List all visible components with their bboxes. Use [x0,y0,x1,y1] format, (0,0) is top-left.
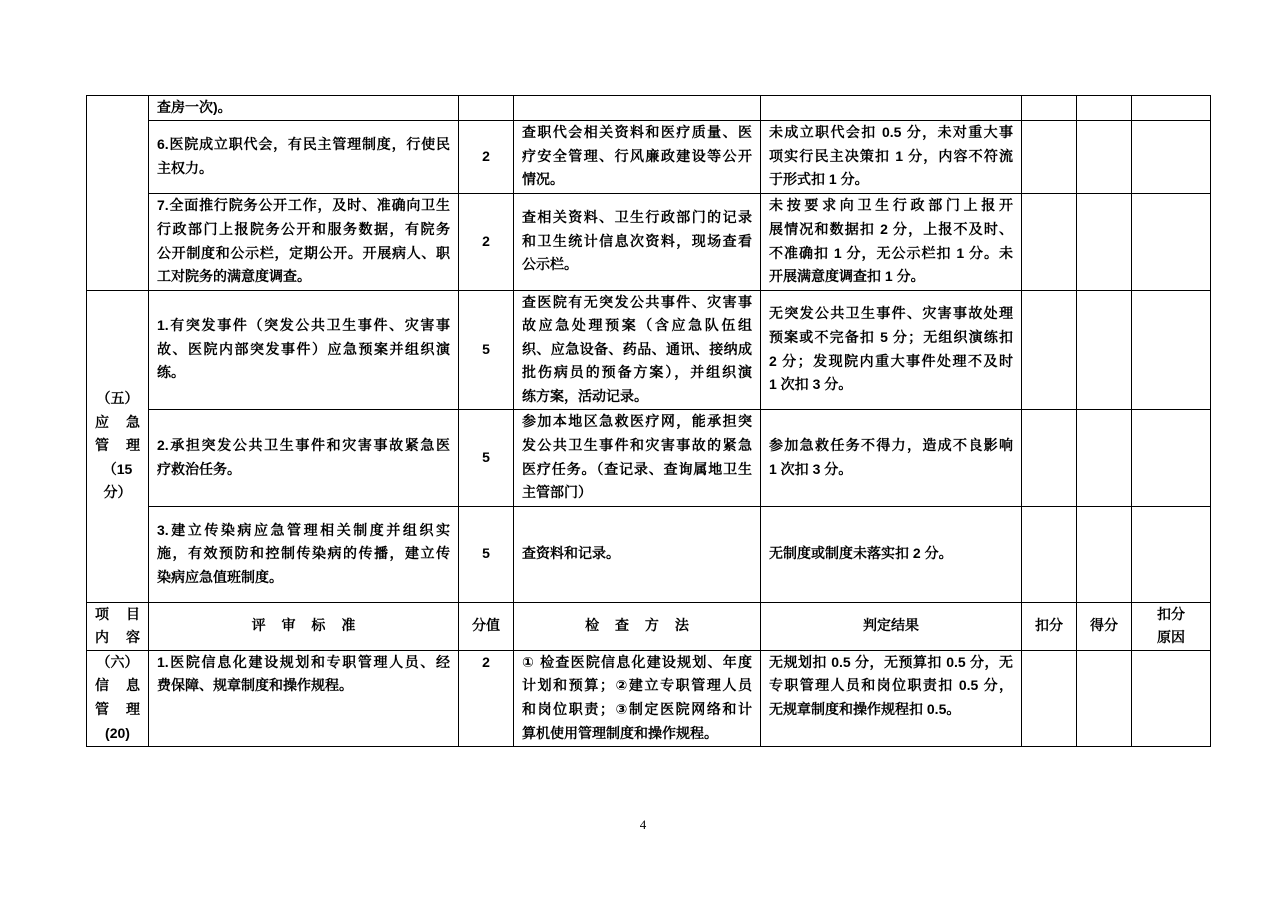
obtained-cell [1077,409,1132,506]
deduct-cell [1022,96,1077,121]
text-line: 于形式扣 1 分。 [769,171,869,188]
method-cell [514,650,761,746]
text-line: 专职管理人员和岗位职责扣 0.5 分， [769,677,1013,694]
text-line: 无规划扣 0.5 分，无预算扣 0.5 分，无 [769,653,1013,670]
deduct-cell [1022,290,1077,409]
criteria-cell [149,120,459,193]
text-line: 故应急处理预案（含应急队伍组 [522,317,752,334]
text-line: 应 急 [95,413,140,430]
text-line: 查职代会相关资料和医疗质量、医 [522,124,752,141]
text-line: 原因 [1157,629,1185,646]
reason-cell [1132,290,1211,409]
score-cell: 5 [459,409,514,506]
text-line: 工对院务的满意度调查。 [157,268,311,285]
method-cell [514,506,761,602]
text-line: 无突发公共卫生事件、灾害事故处理 [769,305,1013,322]
text-line: （六） [96,653,139,670]
text-line: 管 理 [95,700,140,717]
text-line: 染病应急值班制度。 [157,568,283,585]
text-line: 展情况和数据扣 2 分，上报不及时、 [769,221,1013,237]
result-cell [761,120,1022,193]
header-method: 检 查 方 法 [514,602,761,650]
deduct-cell [1022,409,1077,506]
text-line: 费保障、规章制度和操作规程。 [157,677,353,694]
table-row [87,290,1211,409]
text-line: 项实行民主决策扣 1 分，内容不符流 [769,147,1013,164]
text-line: （15 [102,460,133,477]
method-cell [514,96,761,121]
text-line: 2.承担突发公共卫生事件和灾害事故紧急医 [157,437,450,453]
text-line: 公示栏。 [522,256,578,273]
text-line: 6.医院成立职代会，有民主管理制度，行使民 [157,136,450,152]
reason-cell [1132,409,1211,506]
text-line: 故、医院内部突发事件）应急预案并组织演 [157,340,450,357]
reason-cell [1132,506,1211,602]
criteria-cell [149,193,459,290]
obtained-cell [1077,290,1132,409]
text-line: 未成立职代会扣 0.5 分，未对重大事 [769,124,1013,141]
deduct-cell [1022,193,1077,290]
header-result: 判定结果 [761,602,1022,650]
criteria-cell [149,506,459,602]
text-line: 批伤病员的预备方案），并组织演 [522,364,752,381]
method-cell [514,290,761,409]
text-line: 无规章制度和操作规程扣 0.5。 [769,700,961,717]
deduct-cell [1022,120,1077,193]
text-line: 1.医院信息化建设规划和专职管理人员、经 [157,653,450,670]
criteria-cell [149,409,459,506]
text-line: 疗救治任务。 [157,460,241,477]
text-line: 不准确扣 1 分，无公示栏扣 1 分。未 [769,244,1013,261]
score-cell: 2 [459,120,514,193]
table-row [87,650,1211,746]
table-row [87,120,1211,193]
text-line: 医疗任务。（查记录、查询属地卫生 [522,460,752,477]
deduct-cell [1022,650,1077,746]
obtained-cell [1077,506,1132,602]
text-line: 和卫生统计信息次资料，现场查看 [522,232,752,249]
text-line: 和岗位职责；③制定医院网络和计 [522,700,752,717]
text-line: 2 分；发现院内重大事件处理不及时 [769,352,1013,369]
deduct-cell [1022,506,1077,602]
table-header-row [87,602,1211,650]
criteria-cell [149,650,459,746]
criteria-cell [149,96,459,121]
text-line: (20) [105,724,130,741]
text-line: 练方案，活动记录。 [522,387,648,404]
header-score: 分值 [459,602,514,650]
header-obtained: 得分 [1077,602,1132,650]
method-cell [514,409,761,506]
page-number: 4 [639,817,647,832]
result-cell [761,650,1022,746]
text-line: 分） [103,484,132,501]
obtained-cell [1077,193,1132,290]
text-line: 开展满意度调查扣 1 分。 [769,268,925,285]
text-line: 查资料和记录。 [522,545,620,562]
text-line: 主权力。 [157,159,213,176]
text-line: 参加本地区急救医疗网，能承担突 [522,413,752,430]
text-line: 管 理 [95,437,140,454]
text-line: 织、应急设备、药品、通讯、接纳成 [522,340,752,357]
table-row [87,506,1211,602]
header-deduct: 扣分 [1022,602,1077,650]
text-line: 疗安全管理、行风廉政建设等公开 [522,147,752,164]
text-line: 查房一次)。 [157,99,232,115]
text-line: 无制度或制度未落实扣 2 分。 [769,545,953,562]
score-cell: 5 [459,290,514,409]
text-line: 扣分 [1157,605,1185,622]
table-row [87,96,1211,121]
method-cell [514,193,761,290]
table-row [87,409,1211,506]
header-item-content [87,602,149,650]
text-line: 未按要求向卫生行政部门上报开 [769,197,1013,214]
header-criteria: 评 审 标 准 [149,602,459,650]
text-line: ① 检查医院信息化建设规划、年度 [522,653,752,670]
text-line: 内 容 [95,629,140,646]
text-line: 练。 [157,364,185,381]
text-line: 公开制度和公示栏，定期公开。开展病人、职 [157,244,450,261]
text-line: 行政部门上报院务公开和服务数据，有院务 [157,221,450,237]
text-line: 计划和预算；②建立专职管理人员 [522,677,752,694]
obtained-cell [1077,650,1132,746]
text-line: 发公共卫生事件和灾害事故的紧急 [522,437,752,453]
evaluation-table [86,95,1211,747]
result-cell [761,290,1022,409]
result-cell [761,409,1022,506]
reason-cell [1132,96,1211,121]
text-line: 7.全面推行院务公开工作，及时、准确向卫生 [157,197,450,214]
text-line: 预案或不完备扣 5 分；无组织演练扣 [769,329,1013,345]
score-cell [459,96,514,121]
text-line: 算机使用管理制度和操作规程。 [522,724,718,741]
score-cell: 2 [459,193,514,290]
text-line: （五） [96,390,139,407]
score-cell: 2 [459,650,514,746]
text-line: 3.建立传染病应急管理相关制度并组织实 [157,521,450,538]
score-cell: 5 [459,506,514,602]
reason-cell [1132,120,1211,193]
text-line: 参加急救任务不得力，造成不良影响 [769,437,1013,453]
text-line: 施，有效预防和控制传染病的传播，建立传 [157,545,450,562]
obtained-cell [1077,96,1132,121]
criteria-cell [149,290,459,409]
result-cell [761,96,1022,121]
header-reason [1132,602,1211,650]
reason-cell [1132,650,1211,746]
section-label-information [87,650,149,746]
result-cell [761,506,1022,602]
text-line: 信 息 [95,677,140,694]
section-cell-continued [87,96,149,291]
text-line: 1 次扣 3 分。 [769,376,853,393]
text-line: 1.有突发事件（突发公共卫生事件、灾害事 [157,317,450,334]
text-line: 情况。 [522,171,564,188]
method-cell [514,120,761,193]
text-line: 查相关资料、卫生行政部门的记录 [522,209,752,226]
table-row [87,193,1211,290]
reason-cell [1132,193,1211,290]
text-line: 项 目 [95,605,140,622]
text-line: 1 次扣 3 分。 [769,460,853,477]
text-line: 主管部门） [522,484,592,501]
obtained-cell [1077,120,1132,193]
text-line: 查医院有无突发公共事件、灾害事 [522,293,752,310]
result-cell [761,193,1022,290]
section-label-emergency [87,290,149,602]
